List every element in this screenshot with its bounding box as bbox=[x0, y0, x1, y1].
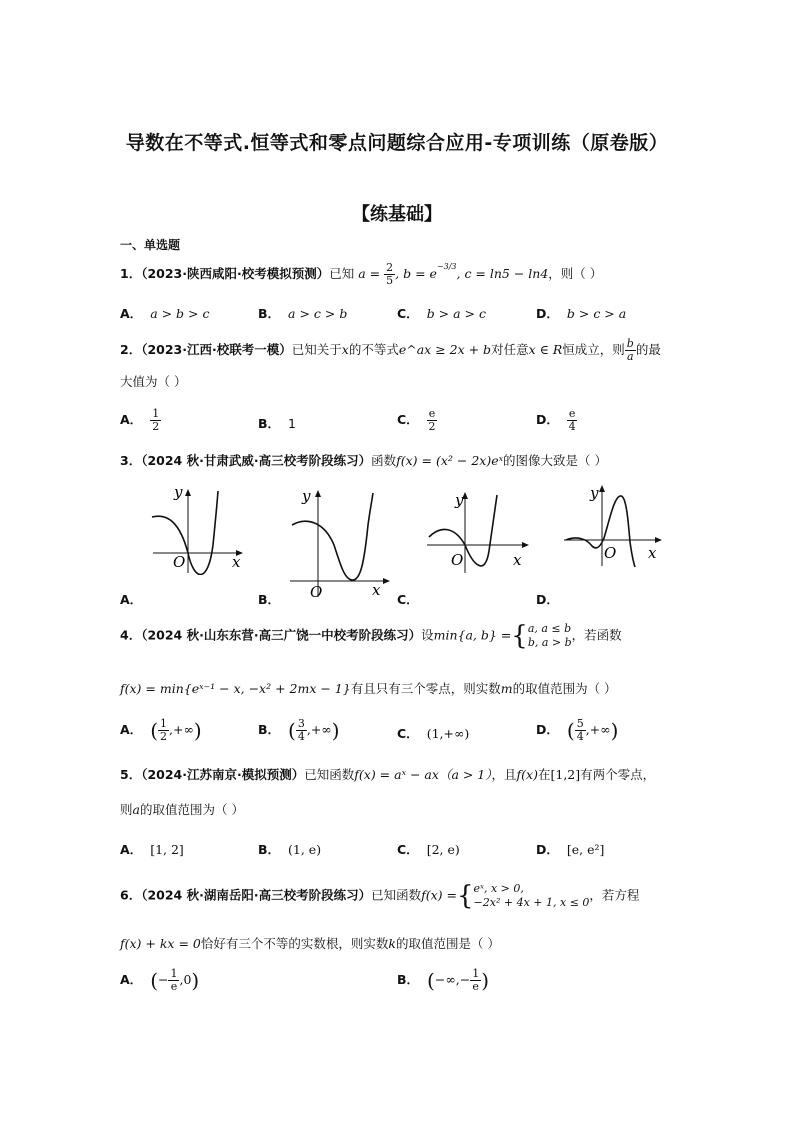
q4-text2: ，若函数 bbox=[571, 627, 622, 643]
svg-text:x: x bbox=[513, 551, 522, 569]
q5-function: f(x) = aˣ − ax bbox=[354, 767, 439, 782]
q3-text2: 的图像大致是（ ） bbox=[503, 453, 608, 468]
q5-line2a: 则 bbox=[120, 802, 133, 817]
q2-text2: 的不等式 bbox=[348, 342, 399, 357]
q2-inequality: e^ax ≥ 2x + b bbox=[398, 342, 492, 357]
q1-option-b[interactable]: B． a > c > b bbox=[258, 306, 348, 321]
q4-cases: a, a ≤ b b, a > b bbox=[527, 622, 572, 649]
q1-option-a[interactable]: A． a > b > c bbox=[120, 306, 210, 321]
svg-text:y: y bbox=[174, 485, 183, 501]
q5-option-b[interactable]: B． (1, e) bbox=[258, 842, 322, 857]
q3-number: 3． bbox=[120, 453, 142, 468]
q5-text4: 有两个零点， bbox=[580, 767, 656, 782]
question-2 bbox=[120, 338, 661, 363]
q5-text3: 在 bbox=[537, 767, 551, 782]
part-heading: 一、单选题 bbox=[120, 238, 181, 252]
q5-text2: ，且 bbox=[491, 767, 517, 782]
q6-cases: eˣ, x > 0, −2x² + 4x + 1, x ≤ 0 bbox=[473, 882, 590, 909]
q6-brace: { bbox=[457, 881, 474, 911]
svg-text:y: y bbox=[302, 487, 311, 505]
q3-graph-a[interactable] bbox=[148, 485, 248, 575]
q6-var: k bbox=[388, 936, 396, 951]
q2-option-a[interactable]: A． $\frac{1}{2}$ bbox=[120, 407, 160, 433]
svg-text:y: y bbox=[590, 484, 599, 502]
question-1 bbox=[120, 262, 602, 287]
q4-min-def: min{a, b} = bbox=[433, 627, 512, 643]
q4-brace: { bbox=[511, 621, 528, 651]
q6-function: f(x) = bbox=[421, 887, 457, 903]
q5-text1: 已知函数 bbox=[304, 767, 355, 782]
q4-option-d[interactable]: D． ( $\frac{5}{4}$ ,+∞) bbox=[536, 717, 619, 743]
q3-graph-c[interactable] bbox=[425, 485, 535, 575]
q4-line2-text: 有且只有三个零点，则实数 bbox=[350, 681, 501, 696]
q1-exponent: −3/3 bbox=[436, 262, 457, 271]
q1-number: 1． bbox=[120, 266, 142, 282]
q3-function: f(x) = (x² − 2x)eˣ bbox=[396, 453, 504, 468]
q2-option-d[interactable]: D． $\frac{e}{4}$ bbox=[536, 407, 576, 433]
q1-b-eq: , b = e bbox=[395, 266, 437, 282]
svg-text:O: O bbox=[173, 553, 186, 571]
q6-source: （2024 秋·湖南岳阳·高三校考阶段练习） bbox=[141, 887, 372, 903]
q4-number: 4． bbox=[120, 627, 142, 643]
q6-line2 bbox=[120, 935, 500, 953]
q2-option-b[interactable]: B． 1 bbox=[258, 416, 296, 431]
q6-option-b[interactable]: B． (−∞,− $\frac{1}{e}$ ) bbox=[397, 967, 489, 993]
q1-tail: ，则（ ） bbox=[548, 266, 603, 282]
q1-a-eq: a = bbox=[358, 266, 381, 282]
q1-text: 已知 bbox=[329, 266, 355, 282]
question-6 bbox=[120, 882, 639, 910]
q4-line2 bbox=[120, 680, 617, 698]
q2-text3: 对任意 bbox=[491, 342, 529, 357]
q3-option-a[interactable]: A． bbox=[120, 592, 143, 607]
q3-text1: 函数 bbox=[371, 453, 397, 468]
q1-c-eq: , c = ln5 − ln4 bbox=[456, 266, 549, 282]
q5-interval: [1,2] bbox=[550, 767, 581, 782]
q4-source: （2024 秋·山东东营·高三广饶一中校考阶段练习） bbox=[141, 627, 422, 643]
q5-number: 5． bbox=[120, 767, 142, 782]
q5-option-d[interactable]: D． [e, e²] bbox=[536, 842, 605, 857]
q6-text2: ，若方程 bbox=[589, 887, 640, 903]
q4-function: f(x) = min{eˣ⁻¹ − x, −x² + 2mx − 1} bbox=[120, 681, 351, 696]
q2-option-c[interactable]: C． $\frac{e}{2}$ bbox=[397, 407, 436, 433]
q5-line2 bbox=[120, 801, 244, 819]
q5-option-a[interactable]: A． [1, 2] bbox=[120, 842, 184, 857]
q4-line2-tail: 的取值范围为（ ） bbox=[512, 681, 617, 696]
q4-option-c[interactable]: C． (1,+∞) bbox=[397, 726, 470, 741]
q6-line2-tail: 的取值范围是（ ） bbox=[395, 936, 500, 951]
q4-option-b[interactable]: B． ( $\frac{3}{4}$ ,+∞) bbox=[258, 717, 340, 743]
q6-text1: 已知函数 bbox=[371, 887, 422, 903]
q3-graph-d[interactable] bbox=[562, 478, 672, 568]
svg-text:O: O bbox=[604, 544, 617, 562]
q4-option-a[interactable]: A． ( $\frac{1}{2}$ ,+∞) bbox=[120, 717, 202, 743]
q3-option-d[interactable]: D． bbox=[536, 592, 559, 607]
q2-fraction: $\frac{b}{a}$ bbox=[626, 337, 634, 363]
q6-line2-text: 恰好有三个不等的实数根，则实数 bbox=[200, 936, 389, 951]
q5-source: （2024·江苏南京·模拟预测） bbox=[141, 767, 305, 782]
q6-equation: f(x) + kx = 0 bbox=[120, 936, 201, 951]
q5-fx: f(x) bbox=[516, 767, 538, 782]
svg-text:y: y bbox=[455, 491, 464, 509]
q2-text1: 已知关于 bbox=[291, 342, 342, 357]
section-heading: 【练基础】 bbox=[352, 204, 442, 225]
svg-text:x: x bbox=[648, 544, 657, 562]
q6-option-a[interactable]: A． (− $\frac{1}{e}$ ,0) bbox=[120, 967, 200, 993]
q3-option-b[interactable]: B． bbox=[258, 592, 281, 607]
q2-text5: 的最 bbox=[635, 342, 661, 357]
page-title: 导数在不等式.恒等式和零点问题综合应用-专项训练（原卷版） bbox=[125, 132, 669, 154]
q3-graph-b[interactable] bbox=[288, 485, 398, 600]
q4-text1: 设 bbox=[421, 627, 434, 643]
q6-number: 6． bbox=[120, 887, 142, 903]
question-3 bbox=[120, 452, 607, 470]
q1-option-d[interactable]: D． b > c > a bbox=[536, 306, 627, 321]
svg-text:x: x bbox=[232, 553, 241, 571]
q5-option-c[interactable]: C． [2, e) bbox=[397, 842, 460, 857]
question-5 bbox=[120, 766, 655, 784]
question-4 bbox=[120, 622, 622, 650]
svg-text:O: O bbox=[451, 551, 464, 569]
q3-option-c[interactable]: C． bbox=[397, 592, 419, 607]
q5-var: a bbox=[132, 802, 140, 817]
q2-condition: x ∈ R bbox=[528, 342, 563, 357]
q5-condition: （a > 1） bbox=[438, 767, 492, 782]
q4-var: m bbox=[500, 681, 513, 696]
svg-text:O: O bbox=[310, 583, 323, 600]
q2-text4: 恒成立，则 bbox=[562, 342, 625, 357]
q1-source: （2023·陕西咸阳·校考模拟预测） bbox=[141, 266, 330, 282]
q5-line2b: 的取值范围为（ ） bbox=[139, 802, 244, 817]
q3-source: （2024 秋·甘肃武威·高三校考阶段练习） bbox=[141, 453, 372, 468]
q2-number: 2． bbox=[120, 342, 142, 357]
q2-line2: 大值为（ ） bbox=[120, 374, 187, 389]
q1-fraction: $\frac{2}{5}$ bbox=[386, 261, 394, 288]
q2-source: （2023·江西·校联考一模） bbox=[141, 342, 292, 357]
q2-var: x bbox=[341, 342, 349, 357]
q1-option-c[interactable]: C． b > a > c bbox=[397, 306, 486, 321]
svg-text:x: x bbox=[372, 581, 381, 599]
